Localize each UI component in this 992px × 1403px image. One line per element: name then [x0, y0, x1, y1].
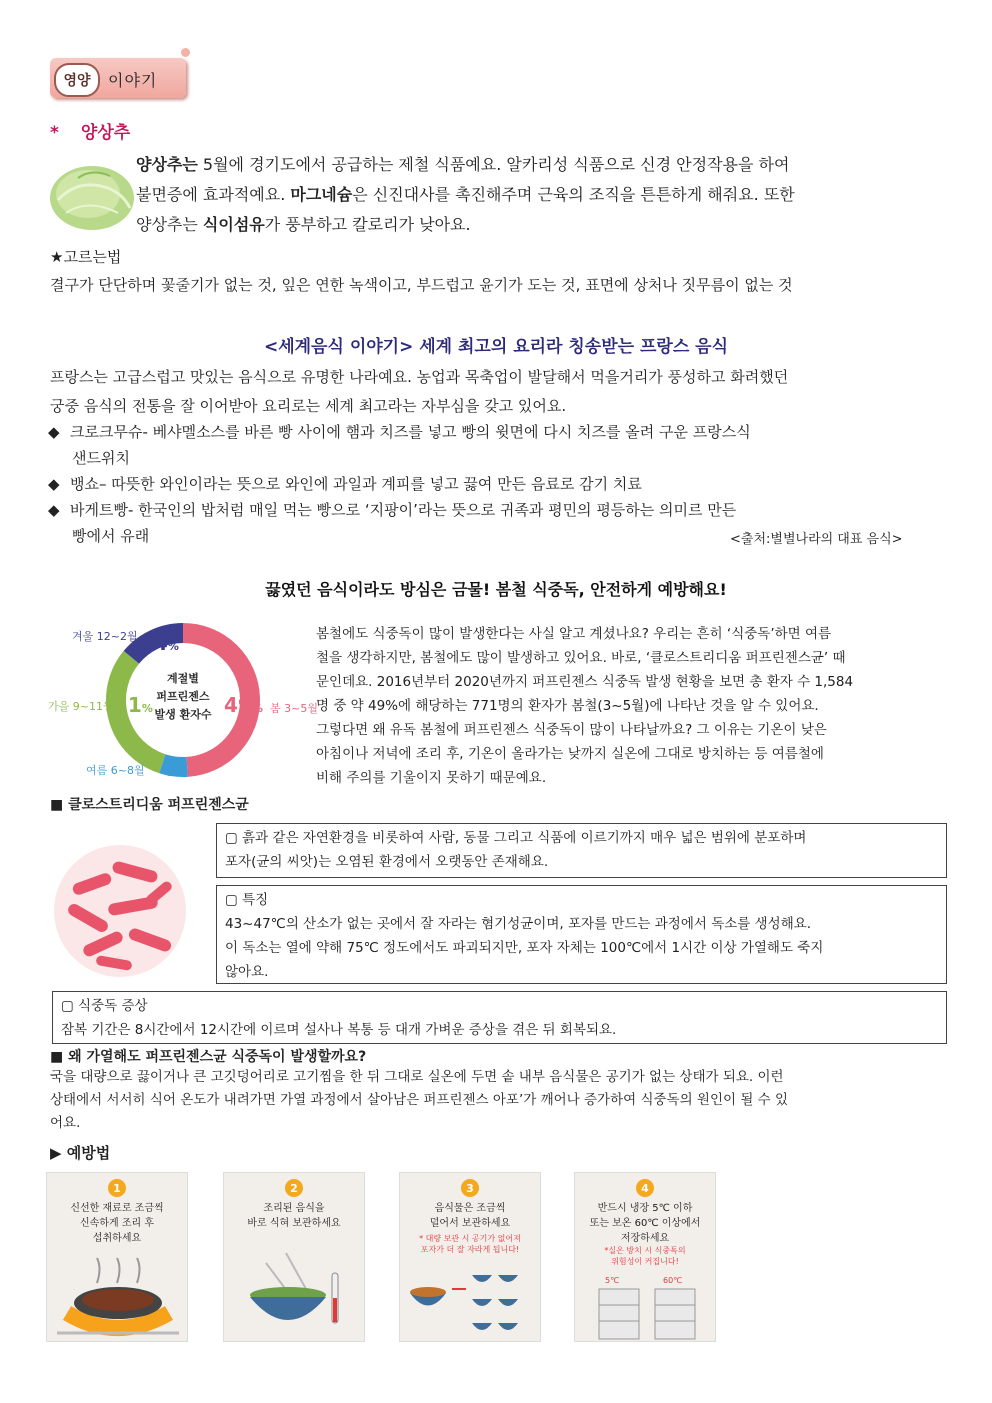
- food-item-1: [48, 419, 751, 445]
- badge-text: 이야기: [108, 71, 158, 90]
- text-run: 가 풍부하고 칼로리가 낮아요.: [264, 215, 471, 234]
- badge-dot: [181, 48, 190, 57]
- box2-line1: ▢ 특징: [225, 892, 269, 908]
- step-card-3: [399, 1172, 541, 1342]
- chart-title-line-2: 퍼프린젠스: [156, 690, 210, 703]
- step3-note1: * 대량 보관 시 공기가 없어져: [419, 1234, 521, 1243]
- text-run: 5월에 경기도에서 공급하는 제철 식품예요. 알카리성 식품으로 신경 안정작용을 하여: [197, 155, 790, 174]
- choose-text: 결구가 단단하며 꽃줄기가 없는 것, 잎은 연한 녹색이고, 부드럽고 윤기가 도는 것, 표면에 상처나 짓무름이 없는 것: [50, 276, 793, 294]
- fp-line-7: 비해 주의를 기울이지 못하기 때문예요.: [316, 770, 547, 786]
- step2-line2: 바로 식혀 보관하세요: [247, 1218, 341, 1229]
- lettuce-title-text: 양상추: [80, 123, 131, 143]
- world-food-intro-2: 궁중 음식의 전통을 잘 이어받아 요리로는 세계 최고라는 자부심을 갖고 있어요.: [50, 397, 567, 415]
- slice-category-label-2: 여름 6~8월: [86, 764, 145, 777]
- bullet-diamond: ◆: [48, 501, 60, 519]
- food-item-2-line1: 뱅쇼– 따뜻한 와인이라는 뜻으로 와인에 과일과 계피를 넣고 끓여 만든 음료로 감기 치료: [70, 475, 642, 493]
- fridge-temp-60: 60℃: [663, 1276, 683, 1285]
- text-run: 양상추는: [136, 215, 203, 234]
- slice-value-label-3: 31%: [114, 693, 153, 717]
- step-number: 2: [285, 1179, 303, 1197]
- small-bowls-icon: [406, 1263, 536, 1339]
- fp-line-5: 그렇다면 왜 유독 봄철에 퍼프린젠스 식중독이 많이 나타날까요? 그 이유는 기온이 낮은: [316, 722, 827, 738]
- fridge-temp-5: 5℃: [605, 1276, 620, 1285]
- box3-line1: ▢ 식중독 증상: [61, 998, 148, 1014]
- step-text: [404, 1201, 536, 1231]
- fp-line-6: 아침이나 저녁에 조리 후, 기온이 올라가는 낮까지 실온에 그대로 방치하는 등 여름철에: [316, 746, 824, 762]
- box3-line2: 잠복 기간은 8시간에서 12시간에 이르며 설사나 복통 등 대개 가벼운 증상을 겪은 뒤 회복되요.: [61, 1022, 617, 1038]
- box2-line4: 않아요.: [225, 964, 269, 980]
- step1-line3: 섭취하세요: [92, 1233, 142, 1244]
- lettuce-line-3: [136, 210, 944, 240]
- box2-line3: 이 독소는 열에 약해 75℃ 정도에서도 파괴되지만, 포자 자체는 100℃에서 1시간 이상 가열해도 죽지: [225, 940, 824, 956]
- slice-value-label-1: 49%: [224, 693, 263, 717]
- food-item-3: [48, 497, 736, 523]
- step-card-2: [223, 1172, 365, 1342]
- chart-title-line-3: 발생 환자수: [154, 708, 212, 721]
- step4-line1: 반드시 냉장 5℃ 이하: [597, 1203, 693, 1214]
- bullet-diamond: ◆: [48, 475, 60, 493]
- germ-heading: ■ 클로스트리디움 퍼프린젠스균: [50, 797, 249, 813]
- step1-line2: 신속하게 조리 후: [80, 1218, 154, 1229]
- germ-box-distribution: [216, 823, 947, 878]
- step4-warning: [579, 1245, 711, 1267]
- bullet-diamond: ◆: [48, 423, 60, 441]
- bold-term: 식이섬유: [202, 215, 265, 234]
- season-doughnut-chart: [48, 620, 318, 780]
- food-item-1-line2: 샌드위치: [72, 449, 130, 467]
- fridge-icon: [593, 1271, 703, 1341]
- fp-line-2: 철을 생각하지만, 봄철에도 많이 발생하고 있어요. 바로, ‘클로스트리디움 퍼프린젠스균’ 때: [316, 650, 846, 666]
- step4-line3: 저장하세요: [620, 1233, 670, 1244]
- source-note: <출처:별별나라의 대표 음식>: [730, 532, 903, 547]
- food-poisoning-title: 끓였던 음식이라도 방심은 금물! 봄철 식중독, 안전하게 예방해요!: [265, 580, 727, 599]
- bold-term: 마그네슘: [290, 185, 353, 204]
- step-number: 1: [108, 1179, 126, 1197]
- why-line-1: 국을 대량으로 끓이거나 큰 고깃덩어리로 고기찜을 한 뒤 그대로 실온에 두면 솥 내부 음식물은 공기가 없는 상태가 되요. 이런: [50, 1069, 784, 1085]
- lettuce-line-1: [136, 150, 944, 180]
- why-line-2: 상태에서 서서히 식어 온도가 내려가면 가열 과정에서 살아남은 퍼프린젠스 아포’가 깨어나 증가하여 식중독의 원인이 될 수 있: [50, 1092, 789, 1108]
- bacteria-illustration: [52, 838, 188, 984]
- fp-line-1: 봄철에도 식중독이 많이 발생한다는 사실 알고 계셨나요? 우리는 흔히 ‘식중독’하면 여름: [316, 626, 832, 642]
- lettuce-title: [50, 118, 130, 143]
- text-run: 불면증에 효과적예요.: [136, 185, 291, 204]
- box1-line1: ▢ 흙과 같은 자연환경을 비롯하여 사람, 동물 그리고 식품에 이르기까지 매우 넓은 범위에 분포하며: [225, 830, 807, 846]
- food-item-3-line2: 빵에서 유래: [72, 527, 150, 545]
- why-text: [50, 1066, 944, 1135]
- chart-title-line-1: 계절별: [167, 672, 199, 685]
- step-text: [228, 1201, 360, 1231]
- food-item-2: [48, 471, 642, 497]
- germ-box-features: [216, 885, 947, 984]
- slice-category-label-4: 겨울 12~2월: [72, 630, 138, 643]
- slice-value-label-2: 6%: [164, 761, 187, 780]
- food-poisoning-paragraph: [316, 622, 944, 790]
- step4-note2: 위험성이 커집니다!: [611, 1257, 679, 1266]
- slice-value-label-4: 14%: [140, 631, 179, 655]
- bowl-cooling-icon: [236, 1243, 354, 1337]
- germ-box-symptoms: [52, 991, 947, 1044]
- step3-line1: 음식물은 조금씩: [434, 1203, 506, 1214]
- world-food-title: <세계음식 이야기> 세계 최고의 요리라 칭송받는 프랑스 음식: [263, 337, 729, 357]
- why-heading: ■ 왜 가열해도 퍼프린젠스균 식중독이 발생할까요?: [50, 1049, 367, 1065]
- pan-on-fire-icon: [57, 1253, 179, 1339]
- step4-line2: 또는 보온 60℃ 이상에서: [589, 1218, 701, 1229]
- step1-line1: 신선한 재료로 조금씩: [70, 1203, 164, 1214]
- step-card-4: [574, 1172, 716, 1342]
- step-text: [579, 1201, 711, 1246]
- step3-note2: 포자가 더 잘 자라게 됩니다!: [420, 1245, 520, 1254]
- step3-line2: 덜어서 보관하세요: [429, 1218, 511, 1229]
- step4-note1: *실온 방치 시 식중독의: [604, 1246, 686, 1255]
- food-item-3-line1: 바게트빵- 한국인의 밥처럼 매일 먹는 빵으로 ‘지팡이’라는 뜻으로 귀족과 평민의 평등하는 의미르 만든: [70, 501, 737, 519]
- nutrition-story-badge: [50, 58, 186, 98]
- title-star: *: [50, 123, 59, 143]
- text-run: 은 신진대사를 촉진해주며 근육의 조직을 튼튼하게 해줘요. 또한: [352, 185, 795, 204]
- box2-line2: 43~47℃의 산소가 없는 곳에서 잘 자라는 혐기성균이며, 포자를 만드는 과정에서 독소를 생성해요.: [225, 916, 812, 932]
- fp-line-3: 문인데요. 2016년부터 2020년까지 퍼프린젠스 식중독 발생 현황을 보면 총 환자 수 1,584: [316, 674, 854, 690]
- step2-line1: 조리된 음식을: [263, 1203, 325, 1214]
- lettuce-paragraph: [136, 150, 944, 240]
- why-line-3: 어요.: [50, 1115, 81, 1131]
- badge-circle: 영양: [54, 63, 100, 97]
- slice-category-label-3: 가을 9~11월: [48, 700, 114, 713]
- prevent-heading: ▶ 예방법: [50, 1144, 111, 1162]
- step-number: 3: [461, 1179, 479, 1197]
- box1-line2: 포자(균의 씨앗)는 오염된 환경에서 오랫동안 존재해요.: [225, 854, 549, 870]
- bold-term: 양상추는: [136, 155, 198, 174]
- step3-warning: [404, 1233, 536, 1255]
- lettuce-line-2: [136, 180, 944, 210]
- choose-title: ★고르는법: [50, 248, 122, 266]
- step-text: [51, 1201, 183, 1246]
- world-food-intro-1: 프랑스는 고급스럽고 맛있는 음식으로 유명한 나라예요. 농업과 목축업이 발달해서 먹을거리가 풍성하고 화려했던: [50, 368, 789, 386]
- fp-line-4: 명 중 약 49%에 해당하는 771명의 환자가 봄철(3~5월)에 나타난 것을 알 수 있어요.: [316, 698, 819, 714]
- slice-category-label-1: 봄 3~5월: [270, 702, 318, 715]
- step-card-1: [46, 1172, 188, 1342]
- lettuce-image: [48, 158, 136, 232]
- food-item-1-line1: 크로크무슈- 베샤멜소스를 바른 빵 사이에 햄과 치즈를 넣고 빵의 윗면에 다시 치즈를 올려 구운 프랑스식: [70, 423, 751, 441]
- step-number: 4: [636, 1179, 654, 1197]
